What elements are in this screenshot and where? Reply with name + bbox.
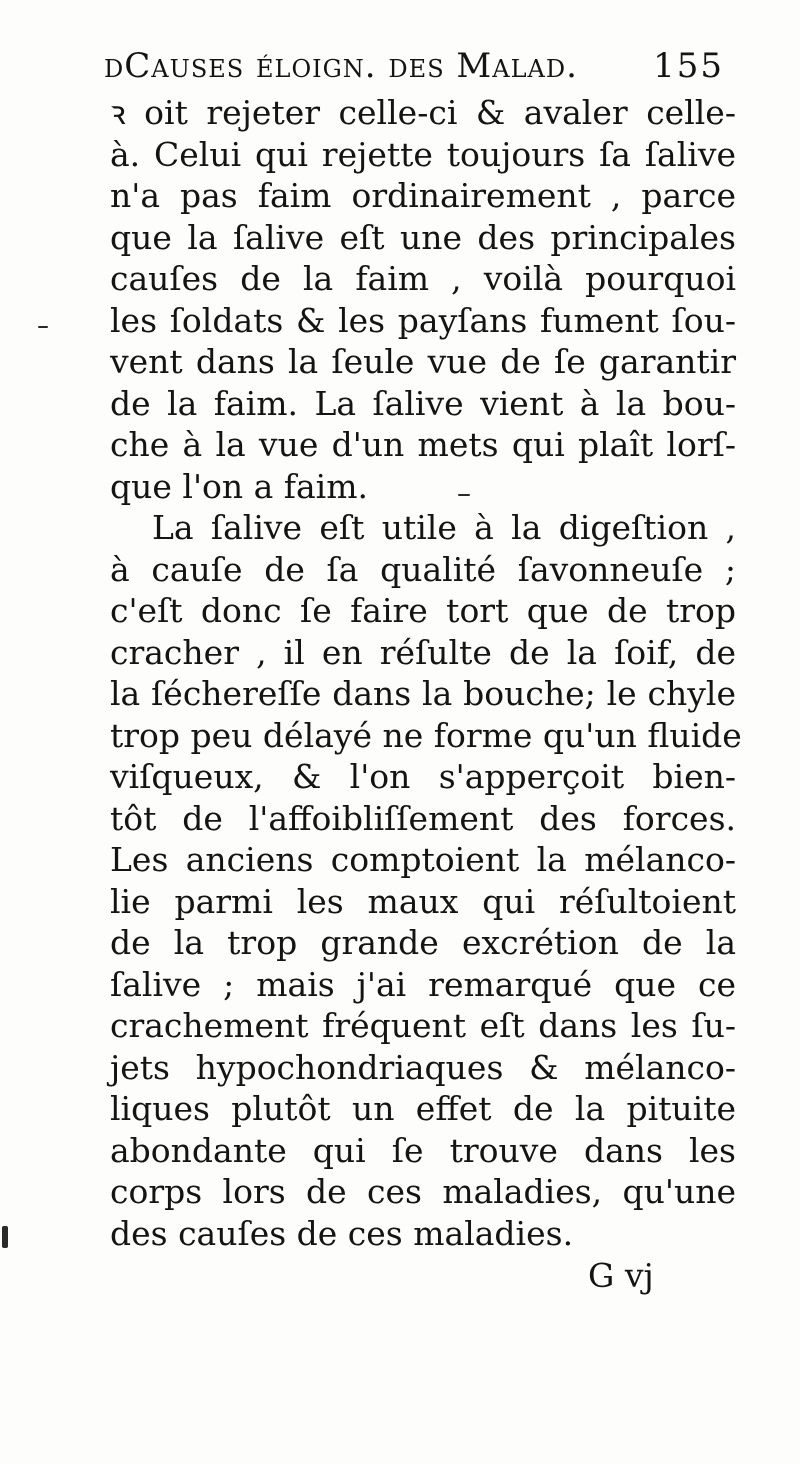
text-line: trop peu délayé ne forme qu'un fluide <box>110 715 742 755</box>
text-line: que l'on a faim. <box>110 466 369 506</box>
ink-speck <box>38 326 48 328</box>
text-line: liques plutôt un effet de la pituite <box>110 1089 736 1128</box>
text-line: à. Celui qui rejette toujours ſa ſalive <box>110 134 736 174</box>
ink-speck <box>2 1226 8 1248</box>
page-number: 155 <box>653 46 724 86</box>
text-line: jets hypochondriaques & mélanco- <box>110 1047 736 1087</box>
text-line: que la ſalive eſt une des principales <box>110 217 736 257</box>
text-line: La ſalive eſt utile à la digeſtion , <box>152 508 736 547</box>
text-line: à cauſe de ſa qualité ſavonneuſe ; <box>110 549 736 589</box>
text-line: c'eſt donc ſe faire tort que de trop <box>110 591 736 630</box>
paragraph-1 <box>110 92 736 507</box>
text-line: corps lors de ces maladies, qu'une <box>110 1172 736 1211</box>
text-line: les ſoldats & les payſans fument ſou- <box>110 300 736 340</box>
text-line: cracher , il en réſulte de la ſoif, de <box>110 632 736 672</box>
text-line: n'a pas faim ordinairement , parce <box>110 176 736 215</box>
text-line: viſqueux, & l'on s'apperçoit bien- <box>110 757 736 796</box>
text-line: la ſéchereſſe dans la bouche; le chyle <box>110 674 736 713</box>
catchword: G vj <box>588 1256 654 1295</box>
running-head <box>104 46 724 92</box>
text-line: ꝛ oit rejeter celle-ci & avaler celle- <box>110 93 736 132</box>
text-line: ſalive ; mais j'ai remarqué que ce <box>110 964 736 1004</box>
text-line: cauſes de la faim , voilà pourquoi <box>110 259 736 298</box>
text-line: des cauſes de ces maladies. <box>110 1213 574 1253</box>
running-title: dCauses éloign. des Malad. <box>104 46 578 86</box>
text-line: tôt de l'affoibliſſement des forces. <box>110 798 736 838</box>
ink-speck <box>458 494 470 496</box>
paragraph-2 <box>110 507 742 1254</box>
body-text <box>110 92 742 1254</box>
text-line: de la trop grande excrétion de la <box>110 923 736 962</box>
text-line: Les anciens comptoient la mélanco- <box>110 840 736 879</box>
text-line: lie parmi les maux qui réſultoient <box>110 881 736 921</box>
text-line: de la faim. La ſalive vient à la bou- <box>110 383 736 423</box>
text-line: vent dans la ſeule vue de ſe garantir <box>110 342 736 381</box>
text-line: che à la vue d'un mets qui plaît lorſ- <box>110 425 736 464</box>
text-line: crachement fréquent eſt dans les ſu- <box>110 1006 736 1045</box>
text-line: abondante qui ſe trouve dans les <box>110 1130 736 1170</box>
